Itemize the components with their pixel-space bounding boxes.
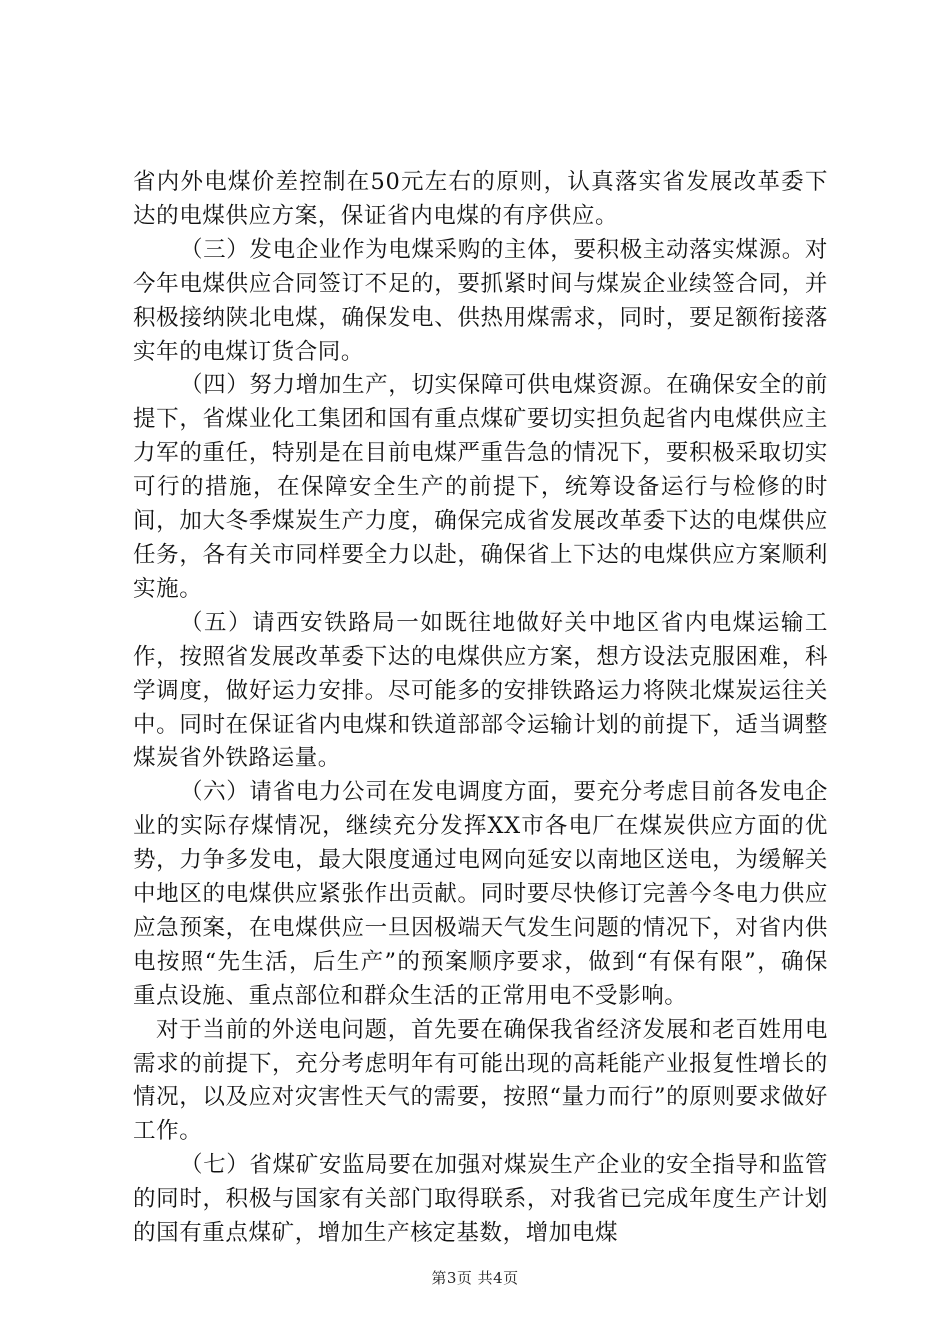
paragraph-item-3: （三）发电企业作为电煤采购的主体，要积极主动落实煤源。对今年电煤供应合同签订不足的，要抓紧时间与煤炭企业续签合同，并积极接纳陕北电煤，确保发电、供热用煤需求，同时，要足额衔接落实年的电煤订货合同。 — [133, 236, 828, 365]
paragraph-item-6: （六）请省电力公司在发电调度方面，要充分考虑目前各发电企业的实际存煤情况，继续充分发挥XX市各电厂在煤炭供应方面的优势，力争多发电，最大限度通过电网向延安以南地区送电，为缓解关中地区的电煤供应紧张作出贡献。同时要尽快修订完善今冬电力供应应急预案，在电煤供应一旦因极端天气发生问题的情况下，对省内供电按照“先生活，后生产”的预案顺序要求，做到“有保有限”，确保重点设施、重点部位和群众生活的正常用电不受影响。 — [133, 779, 828, 1009]
paragraph-item-5: （五）请西安铁路局一如既往地做好关中地区省内电煤运输工作，按照省发展改革委下达的电煤供应方案，想方设法克服困难，科学调度，做好运力安排。尽可能多的安排铁路运力将陕北煤炭运往关中。同时在保证省内电煤和铁道部部令运输计划的前提下，适当调整煤炭省外铁路运量。 — [133, 609, 828, 772]
paragraph-power-export: 对于当前的外送电问题，首先要在确保我省经济发展和老百姓用电需求的前提下，充分考虑明年有可能出现的高耗能产业报复性增长的情况，以及应对灾害性天气的需要，按照“量力而行”的原则要求做好工作。 — [133, 1016, 828, 1145]
page-footer — [0, 1267, 950, 1288]
page-number: 第3页 共4页 — [431, 1269, 519, 1287]
paragraph-item-4: （四）努力增加生产，切实保障可供电煤资源。在确保安全的前提下，省煤业化工集团和国有重点煤矿要切实担负起省内电煤供应主力军的重任，特别是在目前电煤严重告急的情况下，要积极采取切实可行的措施，在保障安全生产的前提下，统筹设备运行与检修的时间，加大冬季煤炭生产力度，确保完成省发展改革委下达的电煤供应任务，各有关市同样要全力以赴，确保省上下达的电煤供应方案顺利实施。 — [133, 372, 828, 602]
paragraph-item-7: （七）省煤矿安监局要在加强对煤炭生产企业的安全指导和监管的同时，积极与国家有关部门取得联系，对我省已完成年度生产计划的国有重点煤矿，增加生产核定基数，增加电煤 — [133, 1152, 828, 1247]
document-body — [133, 166, 828, 1251]
paragraph-continuation: 省内外电煤价差控制在50元左右的原则，认真落实省发展改革委下达的电煤供应方案，保证省内电煤的有序供应。 — [133, 169, 828, 229]
